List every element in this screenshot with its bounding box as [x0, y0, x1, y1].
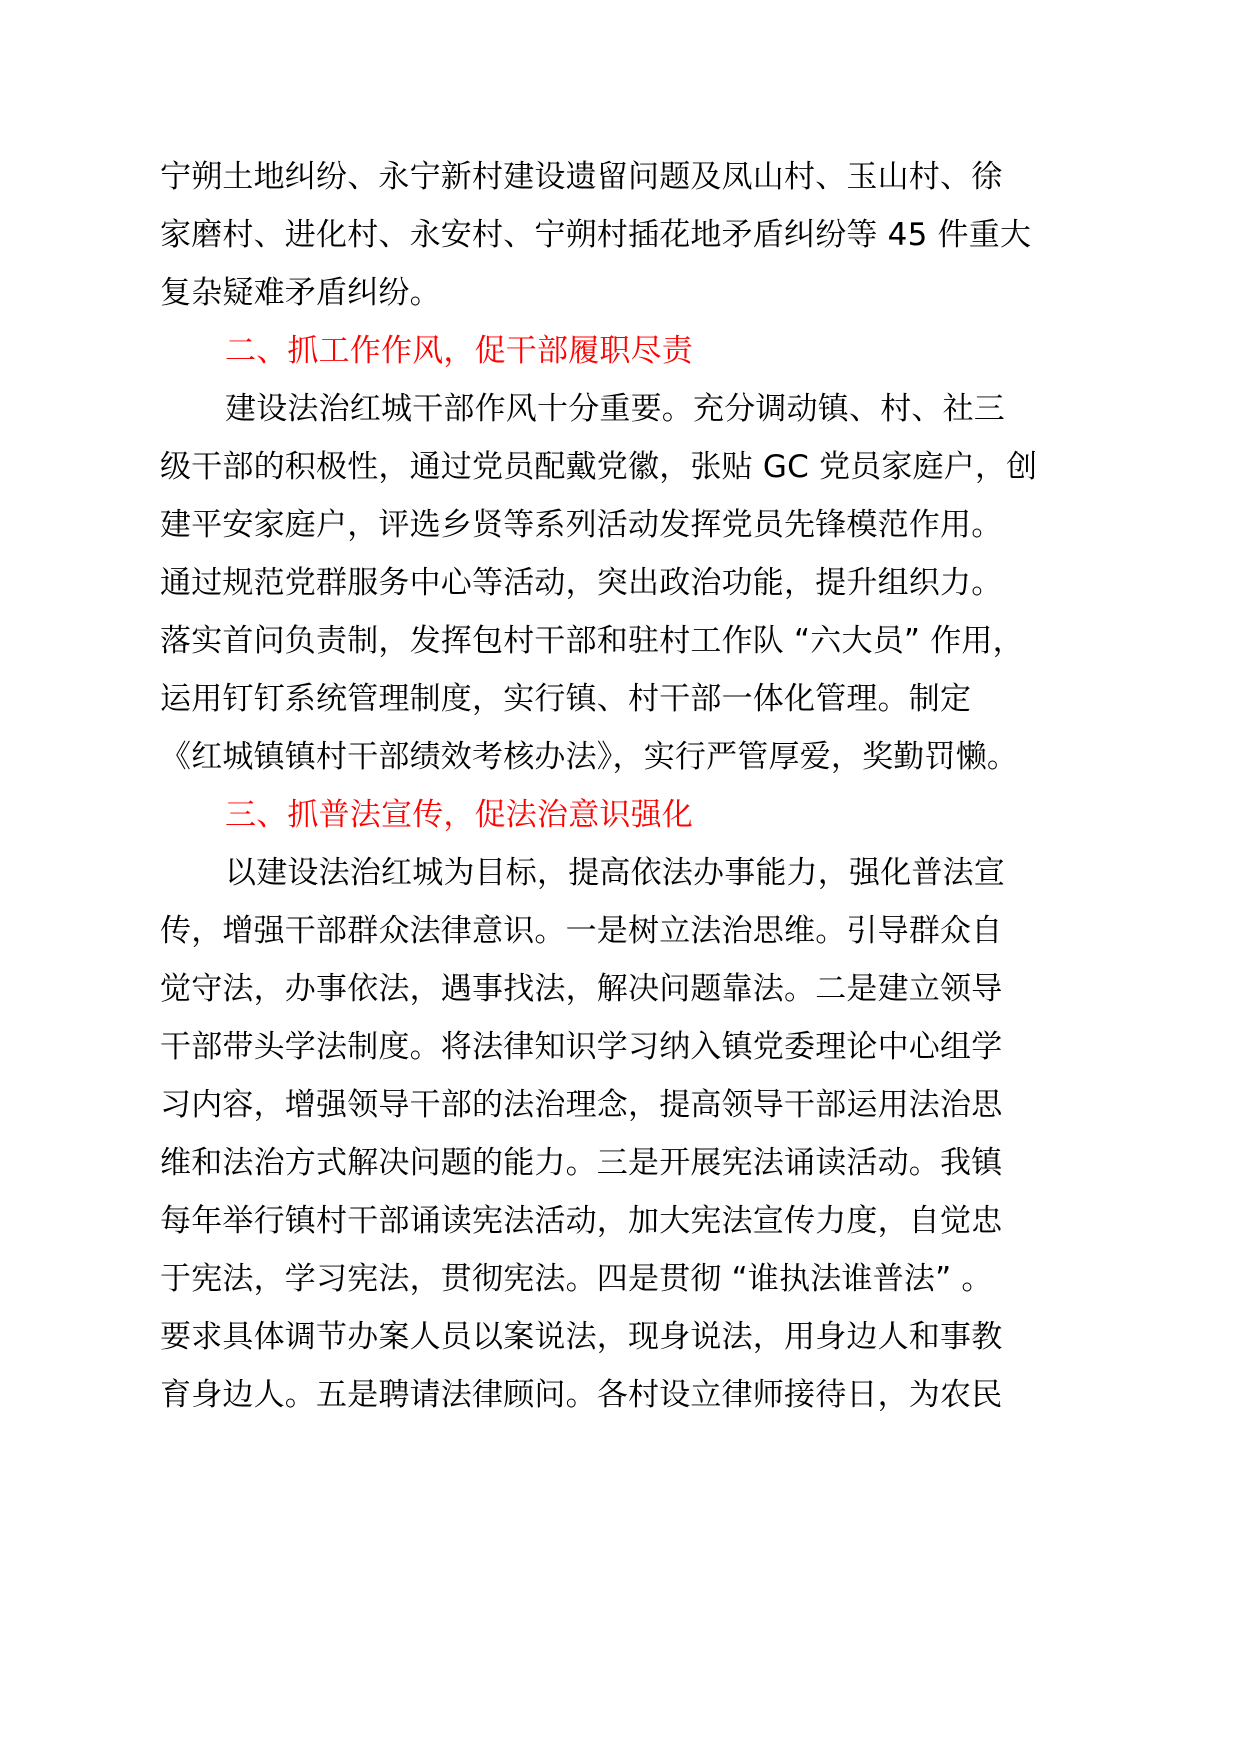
text-line-9: 落实首问负责制，发挥包村干部和驻村工作队 “六大员” 作用， [160, 623, 1024, 659]
text-line-18: 维和法治方式解决问题的能力。三是开展宪法诵读活动。我镇 [160, 1145, 1003, 1181]
text-line-6: 级干部的积极性，通过党员配戴党徽，张贴 GC 党员家庭户，创 [160, 449, 1038, 485]
text-line-16: 干部带头学法制度。将法律知识学习纳入镇党委理论中心组学 [160, 1029, 1003, 1065]
text-line-19: 每年举行镇村干部诵读宪法活动，加大宪法宣传力度，自觉忠 [160, 1203, 1003, 1239]
text-line-7: 建平安家庭户，评选乡贤等系列活动发挥党员先锋模范作用。 [160, 507, 1003, 543]
text-line-15: 觉守法，办事依法，遇事找法，解决问题靠法。二是建立领导 [160, 971, 1003, 1007]
text-line-20: 于宪法，学习宪法，贯彻宪法。四是贯彻 “谁执法谁普法” 。 [160, 1261, 993, 1297]
text-line-22: 育身边人。五是聘请法律顾问。各村设立律师接待日，为农民 [160, 1377, 1003, 1413]
section-heading-3: 三、抓普法宣传，促法治意识强化 [225, 797, 693, 833]
text-line-2: 家磨村、进化村、永安村、宁朔村插花地矛盾纠纷等 45 件重大 [160, 217, 1032, 253]
section-heading-2: 二、抓工作作风，促干部履职尽责 [225, 333, 693, 369]
text-line-1: 宁朔土地纠纷、永宁新村建设遗留问题及凤山村、玉山村、徐 [160, 159, 1003, 195]
text-line-5: 建设法治红城干部作风十分重要。充分调动镇、村、社三 [225, 391, 1005, 427]
text-line-3: 复杂疑难矛盾纠纷。 [160, 275, 441, 311]
text-line-11: 《红城镇镇村干部绩效考核办法》，实行严管厚爱，奖勤罚懒。 [160, 739, 1019, 775]
text-line-13: 以建设法治红城为目标，提高依法办事能力，强化普法宣 [225, 855, 1005, 891]
text-line-14: 传，增强干部群众法律意识。一是树立法治思维。引导群众自 [160, 913, 1003, 949]
text-line-21: 要求具体调节办案人员以案说法，现身说法，用身边人和事教 [160, 1319, 1003, 1355]
text-line-17: 习内容，增强领导干部的法治理念，提高领导干部运用法治思 [160, 1087, 1003, 1123]
text-line-8: 通过规范党群服务中心等活动，突出政治功能，提升组织力。 [160, 565, 1003, 601]
text-line-10: 运用钉钉系统管理制度，实行镇、村干部一体化管理。制定 [160, 681, 972, 717]
